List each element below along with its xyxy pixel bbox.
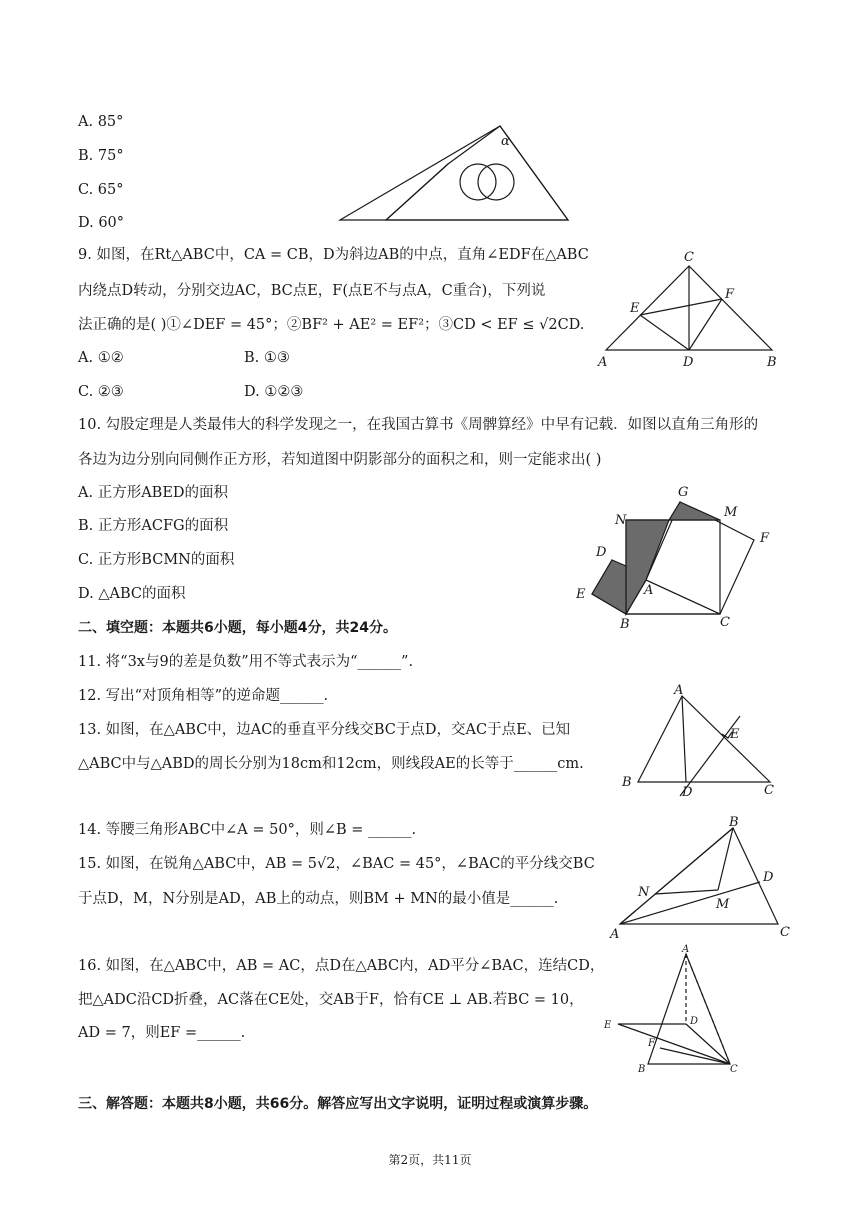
q10-option-a: A. 正方形ABED的面积 [78, 485, 229, 501]
q10-shade-3 [592, 560, 626, 614]
q9-option-d: D. ①②③ [244, 384, 304, 400]
q16-figure [600, 944, 750, 1074]
q10-label-a: A [644, 583, 654, 598]
q9-label-c: C [684, 250, 694, 265]
q15-label-b: B [729, 815, 739, 830]
q13-line1: 13. 如图，在△ABC中，边AC的垂直平分线交BC于点D，交AC于点E、已知 [78, 722, 571, 738]
q16-label-d: D [690, 1016, 699, 1027]
q9-label-b: B [767, 355, 777, 370]
q16-line1: 16. 如图，在△ABC中，AB = AC，点D在△ABC内，AD平分∠BAC，连结CD， [78, 958, 605, 974]
q10-figure [574, 484, 780, 630]
q8-alpha-label: α [501, 134, 510, 149]
section-3-heading: 三、解答题：本题共8小题，共66分。解答应写出文字说明，证明过程或演算步骤。 [78, 1096, 598, 1112]
q16-label-b: B [638, 1064, 646, 1075]
q15-label-n: N [638, 885, 650, 900]
q8-figure [338, 120, 578, 226]
q10-label-g: G [678, 485, 689, 500]
q9-label-a: A [598, 355, 608, 370]
q15-line1: 15. 如图，在锐角△ABC中，AB = 5√2，∠BAC = 45°，∠BAC的平分线交BC [78, 856, 595, 872]
q9-option-b: B. ①③ [244, 350, 290, 366]
q10-label-b: B [620, 617, 630, 632]
q16-label-f: F [648, 1038, 655, 1049]
q12-text: 12. 写出“对顶角相等”的逆命题______. [78, 688, 329, 704]
q15-label-m: M [716, 897, 730, 912]
q9-option-a: A. ①② [78, 350, 124, 366]
q13-label-b: B [622, 775, 632, 790]
q15-label-d: D [763, 870, 774, 885]
q10-label-n: N [615, 513, 627, 528]
q16-line3: AD = 7，则EF =______. [78, 1025, 246, 1041]
q9-line2: 内绕点D转动，分别交边AC，BC点E，F(点E不与点A，C重合)，下列说 [78, 283, 546, 299]
q11-text: 11. 将“3x与9的差是负数”用不等式表示为“______”. [78, 654, 414, 670]
q10-label-m: M [724, 505, 738, 520]
q13-label-e: E [730, 727, 740, 742]
q15-line2: 于点D，M，N分别是AD，AB上的动点，则BM + MN的最小值是______. [78, 891, 559, 907]
q10-label-f: F [760, 531, 770, 546]
q13-label-a: A [674, 683, 684, 698]
q9-figure [594, 248, 790, 372]
q9-option-c: C. ②③ [78, 384, 124, 400]
q16-label-a: A [682, 944, 690, 955]
q13-line2: △ABC中与△ABD的周长分别为18cm和12cm，则线段AE的长等于______cm. [78, 756, 584, 772]
q15-figure [608, 816, 794, 940]
q9-label-e: E [630, 301, 640, 316]
q10-option-b: B. 正方形ACFG的面积 [78, 518, 229, 534]
page-footer: 第2页，共11页 [388, 1153, 472, 1167]
q8-option-d: D. 60° [78, 215, 125, 231]
q16-label-e: E [604, 1020, 612, 1031]
q13-label-c: C [764, 783, 774, 798]
q15-label-c: C [780, 925, 790, 940]
q15-label-a: A [610, 927, 620, 942]
q9-label-f: F [725, 287, 735, 302]
q10-option-d: D. △ABC的面积 [78, 586, 186, 602]
q10-label-d: D [596, 545, 607, 560]
q10-line2: 各边为边分别向同侧作正方形，若知道图中阴影部分的面积之和，则一定能求出( ) [78, 452, 602, 468]
q16-line2: 把△ADC沿CD折叠，AC落在CE处，交AB于F，恰有CE ⊥ AB.若BC = 10， [78, 992, 584, 1008]
section-2-heading: 二、填空题：本题共6小题，每小题4分，共24分。 [78, 620, 397, 636]
q10-shade-2 [669, 502, 720, 520]
q10-label-e: E [576, 587, 586, 602]
q8-option-a: A. 85° [78, 114, 124, 130]
q8-option-c: C. 65° [78, 182, 124, 198]
q10-label-c: C [720, 615, 730, 630]
q13-label-d: D [682, 785, 693, 800]
q10-option-c: C. 正方形BCMN的面积 [78, 552, 235, 568]
q10-line1: 10. 勾股定理是人类最伟大的科学发现之一，在我国古算书《周髀算经》中早有记载．如图以直角三角形的 [78, 417, 759, 433]
q16-label-c: C [730, 1064, 738, 1075]
q9-label-d: D [683, 355, 694, 370]
q10-shade-1 [626, 520, 669, 614]
q8-option-b: B. 75° [78, 148, 124, 164]
q13-figure [620, 683, 782, 800]
q14-text: 14. 等腰三角形ABC中∠A = 50°，则∠B = ______. [78, 822, 417, 838]
q9-line1: 9. 如图，在Rt△ABC中，CA = CB，D为斜边AB的中点，直角∠EDF在△ABC [78, 247, 589, 263]
q9-line3: 法正确的是( )①∠DEF = 45°；②BF² + AE² = EF²；③CD < EF ≤ √2CD. [78, 317, 585, 333]
